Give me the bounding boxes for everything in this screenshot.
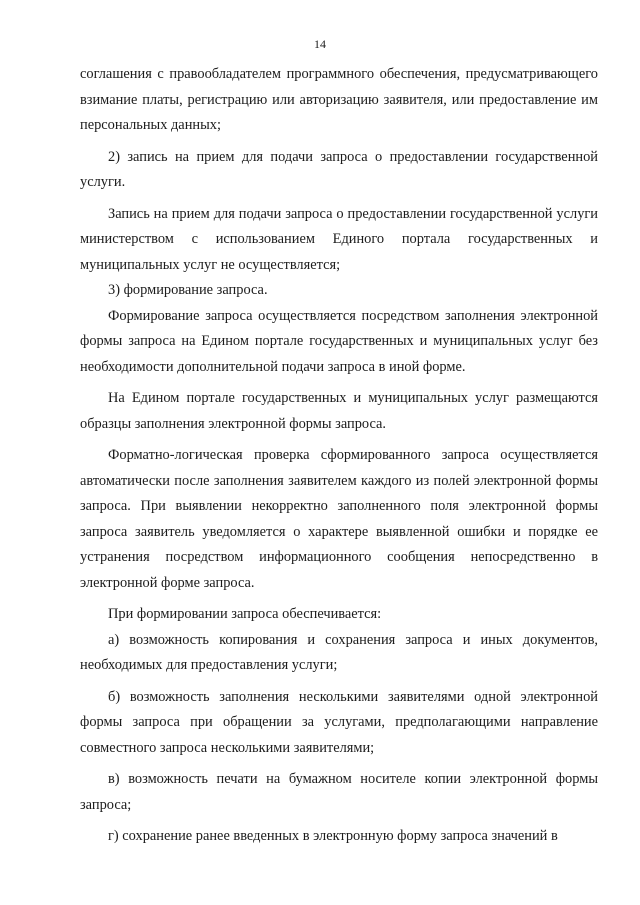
paragraph: На Едином портале государственных и муниципальных услуг размещаются образцы заполнения электронной формы запроса. (80, 390, 598, 432)
paragraph: 3) формирование запроса. (108, 282, 268, 298)
paragraph: 2) запись на прием для подачи запроса о предоставлении государственной услуги. (80, 148, 598, 190)
paragraph: а) возможность копирования и сохранения запроса и иных документов, необходимых для предоставления услуги; (80, 631, 598, 673)
paragraph: в) возможность печати на бумажном носителе копии электронной формы запроса; (80, 771, 598, 813)
document-body (80, 62, 598, 850)
paragraph: соглашения с правообладателем программного обеспечения, предусматривающего взимание платы, регистрацию или авторизацию заявителя, или предоставление им персональных данных; (80, 66, 598, 133)
paragraph: Запись на прием для подачи запроса о предоставлении государственной услуги министерством с использованием Единого портала государственных и муниципальных услуг не осуществляется; (80, 205, 598, 273)
paragraph: г) сохранение ранее введенных в электронную форму запроса значений в (108, 828, 558, 844)
paragraph: б) возможность заполнения несколькими заявителями одной электронной формы запроса при обращении за услугами, предполагающими направление совместного запроса несколькими заявителями; (80, 688, 598, 756)
paragraph: Формирование запроса осуществляется посредством заполнения электронной формы запроса на Едином портале государственных и муниципальных услуг без необходимости дополнительной подачи запроса в иной форме. (80, 307, 598, 375)
paragraph: Форматно-логическая проверка сформированного запроса осуществляется автоматически после заполнения заявителем каждого из полей электронной формы запроса. При выявлении некорректно заполненного поля электронной формы запроса заявитель уведомляется о характере выявленной ошибки и порядке ее устранения посредством информационного сообщения непосредственно в электронной форме запроса. (80, 447, 598, 591)
page-number: 14 (314, 37, 326, 51)
paragraph: При формировании запроса обеспечивается: (108, 606, 382, 622)
